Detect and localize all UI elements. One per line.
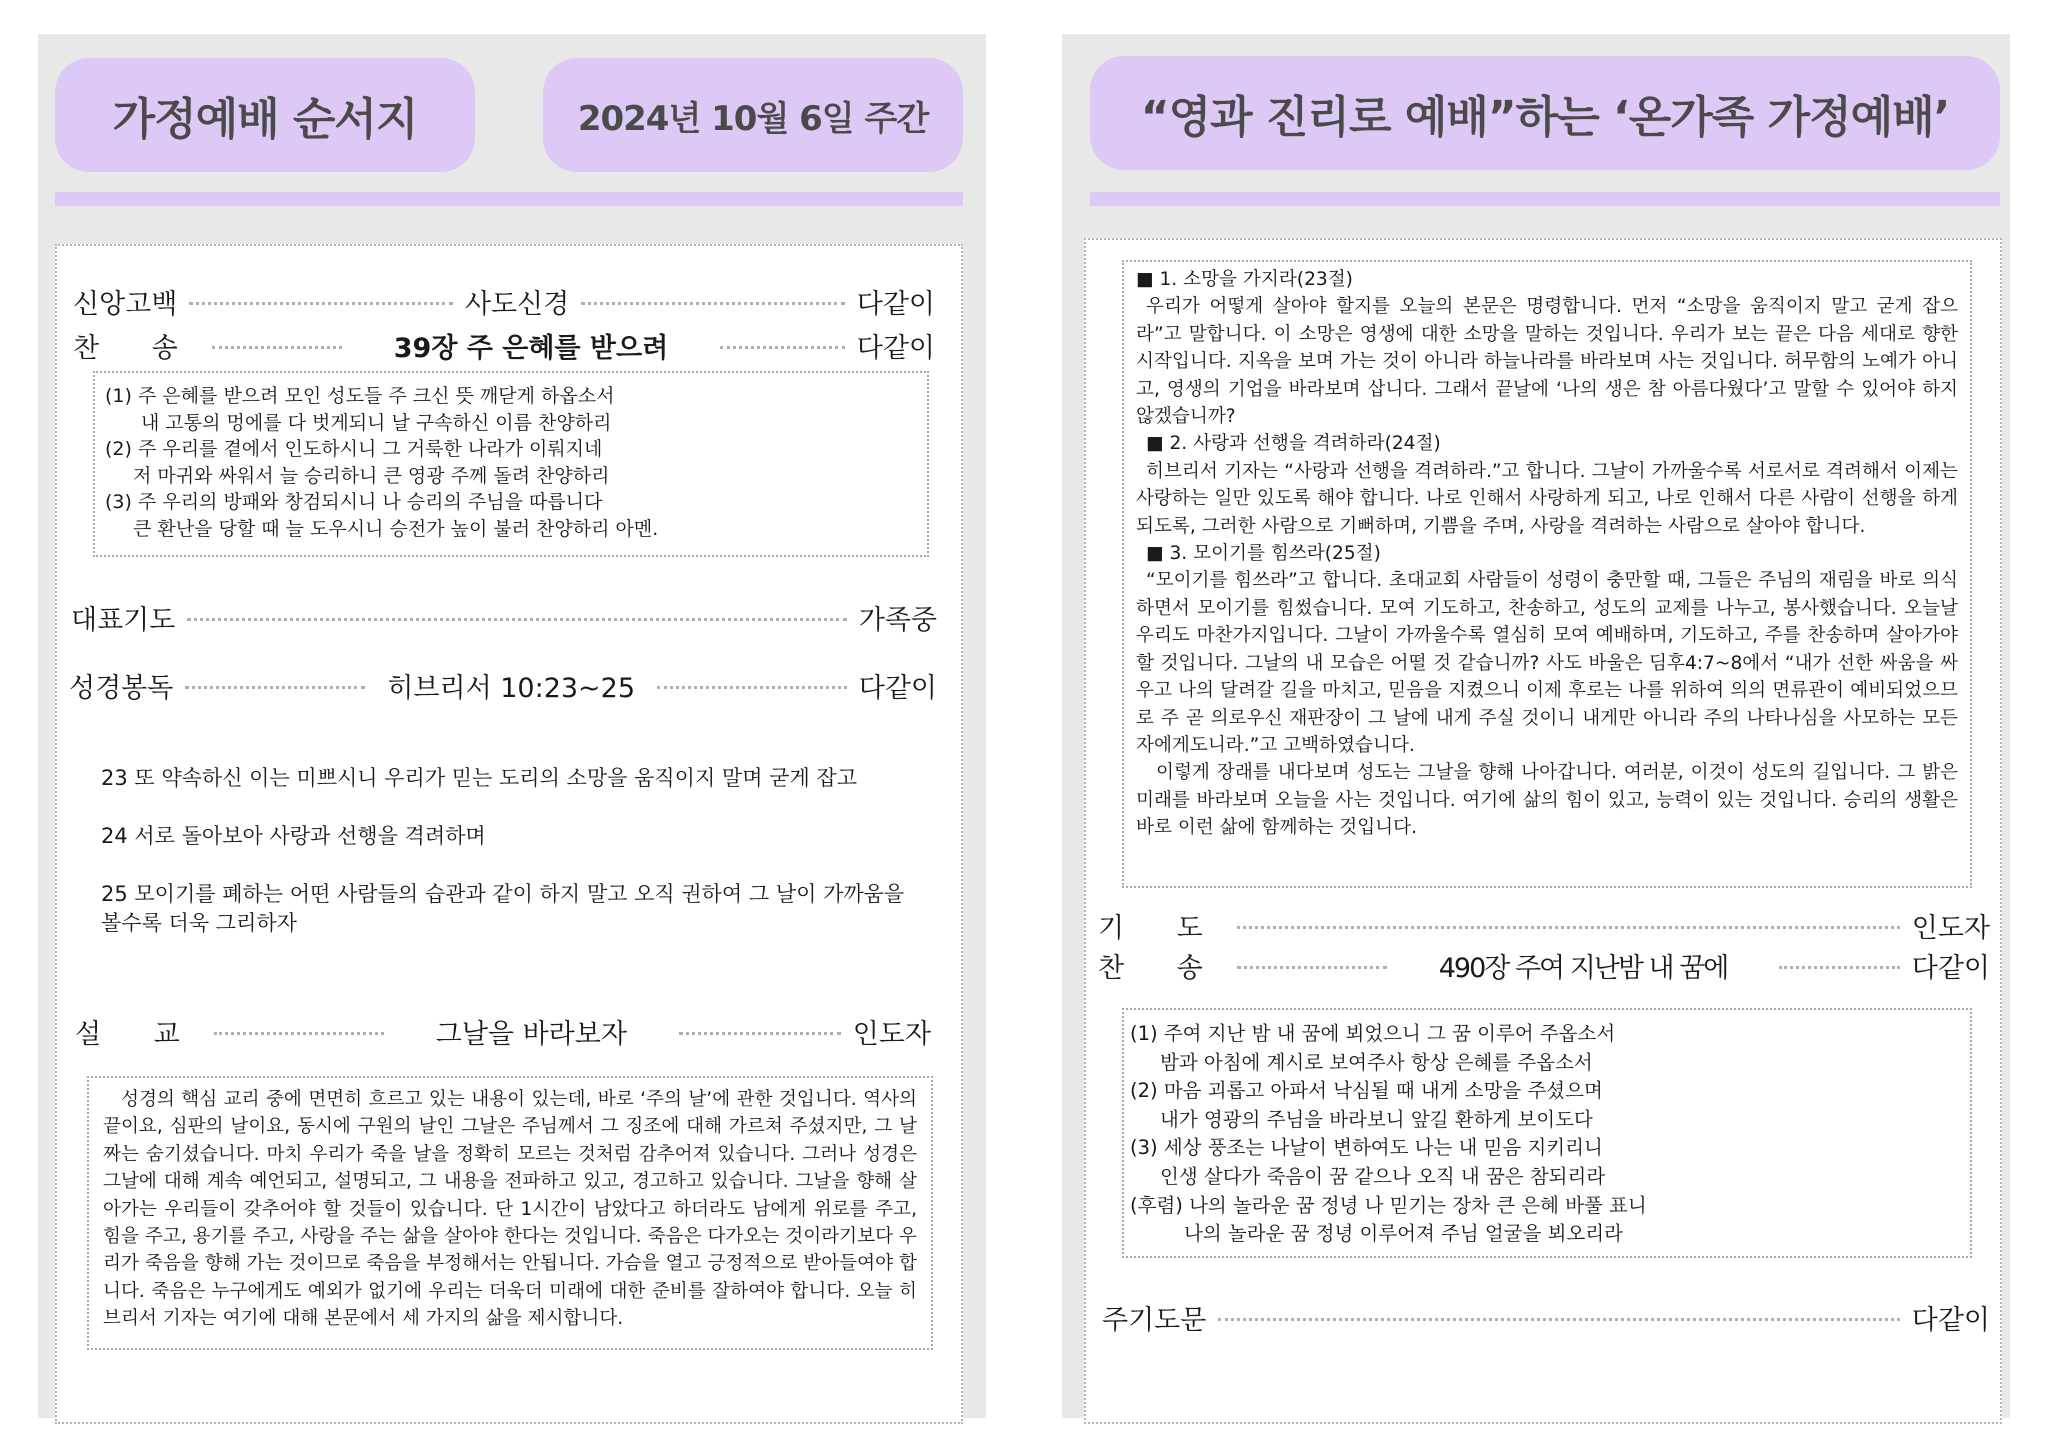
verse-23: 23 또 약속하신 이는 미쁘시니 우리가 믿는 도리의 소망을 움직이지 말며 굳게 잡고 [101,766,857,790]
right-page [1062,34,2010,1418]
content-box [1084,238,2002,1424]
row-label: 주기도문 [1102,1305,1207,1336]
lyric-line: 인생 살다가 죽음이 꿈 같으나 오직 내 꿈은 참되리라 [1160,1164,1606,1188]
lyric-line: 나의 놀라운 꿈 정녕 이루어져 주님 얼굴을 뵈오리라 [1184,1222,1623,1246]
leader-dots [1237,966,1387,969]
row-right: 다같이 [856,333,935,364]
worship-title: “영과 진리로 예배”하는 ‘온가족 가정예배’ [1090,56,2000,170]
order-title: 가정예배 순서지 [55,58,475,172]
lyric-line: 내 고통의 멍에를 다 벗게되니 날 구속하신 이름 찬양하리 [141,411,612,434]
leader-dots [679,1032,841,1035]
section-heading: ■ 3. 모이기를 힘쓰라(25절) [1146,543,1381,565]
row-prayer [71,598,937,637]
row-lords-prayer [1102,1298,1990,1337]
section-heading: ■ 2. 사랑과 선행을 격려하라(24절) [1146,433,1441,455]
week-date: 2024년 10월 6일 주간 [543,58,963,172]
row-label: 설 교 [75,1019,202,1050]
lyric-line: (3) 세상 풍조는 나날이 변하여도 나는 내 믿음 지키리니 [1130,1136,1603,1160]
lyric-line: 저 마귀와 싸워서 늘 승리하니 큰 영광 주께 돌려 찬양하리 [133,464,610,487]
leader-dots [657,686,847,689]
leader-dots [187,618,846,621]
divider-bar [1090,192,2000,206]
hymn-lyrics-box [1122,1008,1972,1258]
row-right: 다같이 [1911,953,1990,984]
leader-dots [1218,1318,1899,1321]
row-right: 다같이 [858,673,937,704]
order-box [55,244,963,1424]
divider-bar [55,192,963,206]
row-label: 찬 송 [73,333,200,364]
row-hymn [73,326,935,365]
row-leader-prayer [1098,906,1990,945]
leader-dots [212,346,342,349]
lyric-line: (2) 주 우리를 곁에서 인도하시니 그 거룩한 나라가 이뤄지네 [105,438,603,460]
leader-dots [1779,966,1899,969]
lyric-line: 밤과 아침에 계시로 보여주사 항상 은혜를 주옵소서 [1160,1050,1593,1074]
row-right: 인도자 [1911,913,1990,944]
verse-25: 25 모이기를 폐하는 어떤 사람들의 습관과 같이 하지 말고 오직 권하여 그 날이 가까움을 볼수록 더욱 그리하자 [101,882,905,935]
row-hymn [1098,946,1990,985]
leader-dots [581,302,845,305]
row-middle: 39장 주 은혜를 받으려 [393,333,669,364]
lyric-line: (1) 주여 지난 밤 내 꿈에 뵈었으니 그 꿈 이루어 주옵소서 [1130,1022,1616,1045]
leader-dots [185,686,365,689]
row-right: 다같이 [856,289,935,320]
row-middle: 490장 주여 지난밤 내 꿈에 [1438,953,1728,984]
verse-24: 24 서로 돌아보아 사랑과 선행을 격려하며 [101,824,486,848]
section-body: “모이기를 힘쓰라”고 합니다. 초대교회 사람들이 성령이 충만할 때, 그들은 주님의 재림을 바로 의식하면서 모이기를 힘썼습니다. 모여 기도하고, 찬송하고, 성도의 교제를 나누고, 봉사했습니다. 오늘날 우리도 마찬가지입니다. 그날이 가까울수록 열심히 모여 예배하며, 기도하고, 주를 찬송하며 살아가야 할 것입니다. 그날의 내 모습은 어떨 것 같습니까? 사도 바울은 딤후4:7~8에서 “내가 선한 싸움을 싸우고 나의 달려갈 길을 마치고, 믿음을 지켰으니 이제 후로는 나를 위하여 의의 면류관이 예비되었으므로 주 곧 의로우신 재판장이 그 날에 내게 주실 것이니 내게만 아니라 주의 나타나심을 사모하는 모든 자에게도니라.”고 고백하였습니다. [1136,570,1958,756]
section-body: 우리가 어떻게 살아야 할지를 오늘의 본문은 명령합니다. 먼저 “소망을 움직이지 말고 굳게 잡으라”고 말합니다. 이 소망은 영생에 대한 소망을 말하는 것입니다. 우리가 보는 끝은 다음 세대로 향한 시작입니다. 지옥을 보며 가는 것이 아니라 하늘나라를 바라보며 사는 것입니다. 허무함의 노예가 아니고, 영생의 기업을 바라보며 삽니다. 그래서 끝날에 ‘나의 생은 참 아름다웠다’고 말할 수 있어야 하지 않겠습니까? [1136,296,1958,428]
row-label: 신앙고백 [73,289,178,320]
sermon-outline-box [1122,260,1972,888]
lyric-line: (1) 주 은혜를 받으려 모인 성도들 주 크신 뜻 깨닫게 하옵소서 [105,385,615,407]
sermon-box [87,1076,933,1350]
row-sermon [75,1012,931,1051]
row-right: 다같이 [1911,1305,1990,1336]
row-middle: 사도신경 [464,289,570,320]
row-label: 기 도 [1098,913,1225,944]
lyric-line: (후렴) 나의 놀라운 꿈 정녕 나 믿기는 장차 큰 은혜 바풀 표니 [1130,1193,1647,1217]
lyric-line: 내가 영광의 주님을 바라보니 앞길 환하게 보이도다 [1160,1107,1593,1131]
leader-dots [189,302,453,305]
hymn-lyrics-box [93,371,929,557]
row-creed [73,282,935,321]
left-page [38,34,986,1418]
row-reading [69,666,937,705]
row-label: 성경봉독 [69,673,174,704]
row-label: 찬 송 [1098,953,1225,984]
section-heading: ■ 1. 소망을 가지라(23절) [1136,269,1353,290]
lyric-line: 큰 환난을 당할 때 늘 도우시니 승전가 높이 불러 찬양하리 아멘. [133,517,659,540]
row-label: 대표기도 [71,605,176,636]
leader-dots [1237,926,1900,929]
section-body: 히브리서 기자는 “사랑과 선행을 격려하라.”고 합니다. 그날이 가까울수록 서로서로 격려해서 이제는 사랑하는 일만 있도록 해야 합니다. 나로 인해서 사랑하게 되고, 나로 인해서 다른 사람이 선행을 하게 되도록, 그러한 사람으로 기뻐하며, 기쁨을 주며, 사랑을 격려하는 사람으로 살아야 합니다. [1136,460,1958,537]
row-middle: 그날을 바라보자 [435,1019,627,1050]
leader-dots [214,1032,384,1035]
lyric-line: (2) 마음 괴롭고 아파서 낙심될 때 내게 소망을 주셨으며 [1130,1079,1603,1103]
closing-text: 이렇게 장래를 내다보며 성도는 그날을 향해 나아갑니다. 여러분, 이것이 성도의 길입니다. 그 밝은 미래를 바라보며 오늘을 사는 것입니다. 여기에 삶의 힘이 있고, 능력이 있는 것입니다. 승리의 생활은 바로 이런 삶에 함께하는 것입니다. [1136,762,1958,839]
lyric-line: (3) 주 우리의 방패와 창검되시니 나 승리의 주님을 따릅니다 [105,491,603,513]
leader-dots [720,346,845,349]
sermon-text: 성경의 핵심 교리 중에 면면히 흐르고 있는 내용이 있는데, 바로 ‘주의 날’에 관한 것입니다. 역사의 끝이요, 심판의 날이요, 동시에 구원의 날인 그날은 주님께서 그 징조에 대해 가르쳐 주셨지만, 그 날짜는 숨기셨습니다. 마치 우리가 죽을 날을 정확히 모르는 것처럼 감추어져 있습니다. 그러나 성경은 그날에 대해 계속 예언되고, 설명되고, 그 내용을 전파하고 있고, 경고하고 있습니다. 그날을 향해 살아가는 우리들이 갖추어야 할 것들이 있습니다. 단 1시간이 남았다고 하더라도 남에게 위로를 주고, 힘을 주고, 용기를 주고, 사랑을 주는 삶을 살아야 한다는 것입니다. 죽음은 다가오는 것이라기보다 우리가 죽음을 향해 가는 것이므로 죽음을 부정해서는 안됩니다. 가슴을 열고 긍정적으로 받아들여야 합니다. 죽음은 누구에게도 예외가 없기에 우리는 더욱더 미래에 대한 준비를 잘하여야 합니다. 오늘 히브리서 기자는 여기에 대해 본문에서 세 가지의 삶을 제시합니다. [103,1089,917,1330]
row-right: 가족중 [858,605,937,636]
row-middle: 히브리서 10:23~25 [387,673,636,704]
row-right: 인도자 [852,1019,931,1050]
